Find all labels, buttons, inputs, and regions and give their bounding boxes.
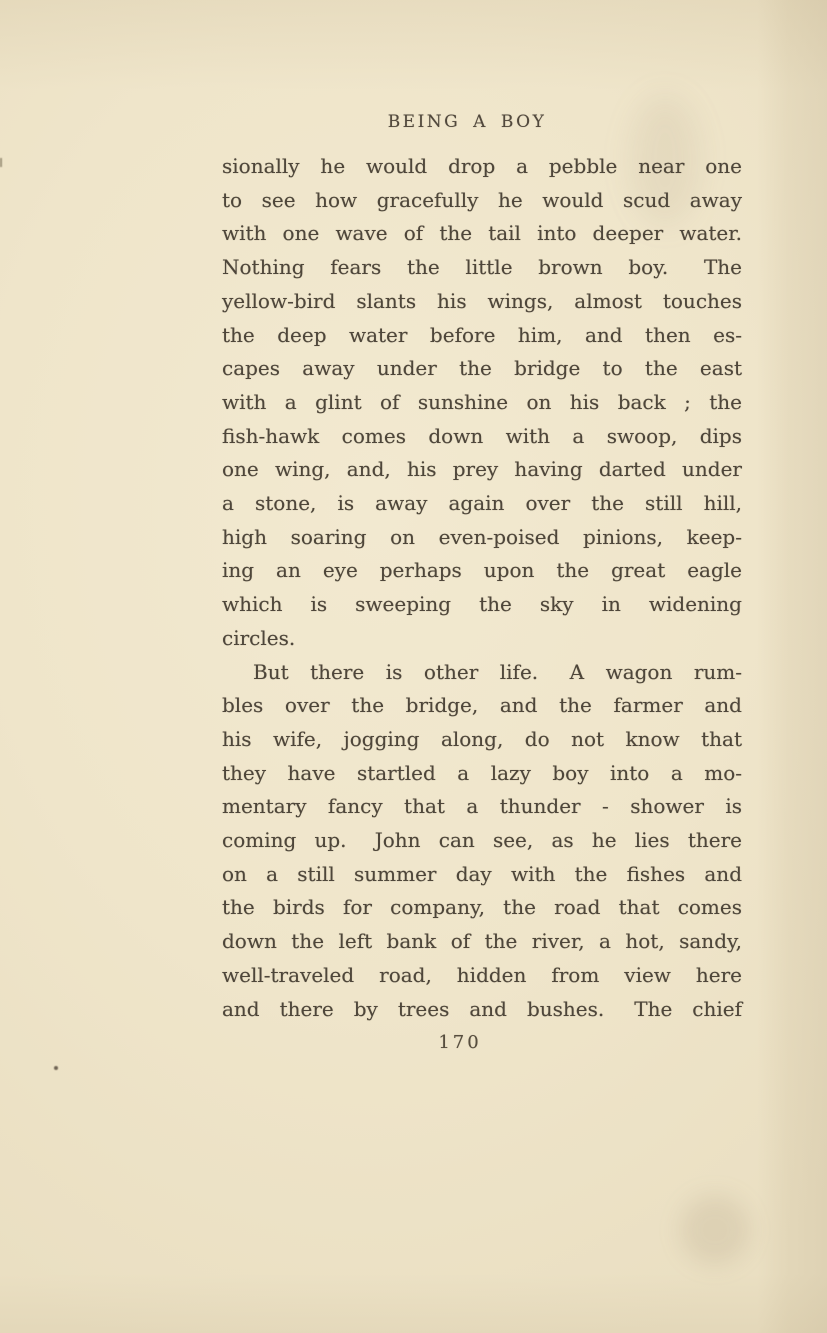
scan-edge-mark xyxy=(0,158,2,167)
text-line: sionally he would drop a pebble near one xyxy=(222,154,742,178)
text-line: capes away under the bridge to the east xyxy=(222,356,742,381)
text-line: high soaring on even-poised pinions, keep- xyxy=(222,524,742,549)
scan-top-shading xyxy=(0,0,827,90)
text-line: which is sweeping the sky in widening xyxy=(222,592,742,617)
scan-gutter-shading xyxy=(757,0,827,1333)
text-line: with one wave of the tail into deeper water. xyxy=(222,221,742,246)
page-text xyxy=(222,150,742,1026)
page-number: 170 xyxy=(438,1032,482,1053)
paper-speck xyxy=(54,1066,58,1070)
text-line: yellow-bird slants his wings, almost touches xyxy=(222,288,742,313)
text-line: down the left bank of the river, a hot, sandy, xyxy=(222,929,742,954)
text-line: a stone, is away again over the still hill, xyxy=(222,491,742,516)
text-line: Nothing fears the little brown boy. The xyxy=(222,255,742,280)
text-line: coming up. John can see, as he lies there xyxy=(222,828,742,853)
text-line: circles. xyxy=(222,625,296,650)
text-line: fish-hawk comes down with a swoop, dips xyxy=(222,423,742,448)
text-line: and there by trees and bushes. The chief xyxy=(222,996,742,1021)
text-line: mentary fancy that a thunder - shower is xyxy=(222,794,742,819)
text-line: well-traveled road, hidden from view here xyxy=(222,962,742,987)
text-line: his wife, jogging along, do not know that xyxy=(222,726,742,751)
text-line: the deep water before him, and then es- xyxy=(222,322,742,347)
text-line: they have startled a lazy boy into a mo- xyxy=(222,760,742,785)
text-line: bles over the bridge, and the farmer and xyxy=(222,693,742,718)
running-header: BEING A BOY xyxy=(387,112,547,132)
scan-bottom-shading xyxy=(0,1273,827,1333)
text-line: the birds for company, the road that comes xyxy=(222,895,742,920)
text-line: on a still summer day with the fishes and xyxy=(222,861,742,886)
text-line: with a glint of sunshine on his back ; the xyxy=(222,389,742,414)
paper-smudge xyxy=(680,1195,750,1265)
text-line: ing an eye perhaps upon the great eagle xyxy=(222,558,742,583)
text-line: to see how gracefully he would scud away xyxy=(222,187,742,212)
text-line: one wing, and, his prey having darted under xyxy=(222,457,742,482)
text-line: But there is other life. A wagon rum- xyxy=(253,659,742,684)
